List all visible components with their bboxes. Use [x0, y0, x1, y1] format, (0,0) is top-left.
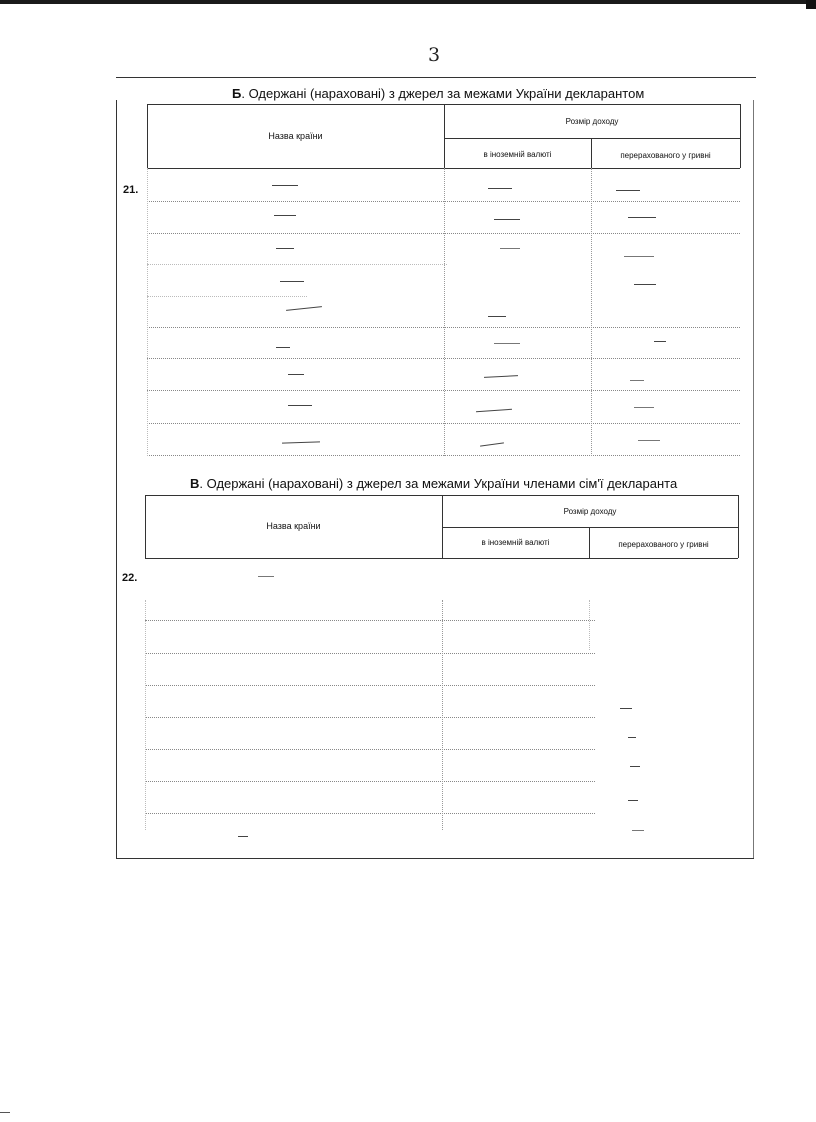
table-v-row-line — [145, 620, 595, 621]
table-b-header-foreign-currency: в іноземній валюті — [483, 150, 552, 159]
empty-dash — [238, 836, 248, 837]
empty-dash — [494, 219, 520, 220]
section-b-title — [232, 86, 644, 101]
table-b-right — [740, 104, 741, 168]
page-number: 3 — [428, 44, 441, 66]
table-v-row-line — [145, 653, 595, 654]
empty-dash — [630, 380, 644, 381]
empty-dash — [628, 737, 636, 738]
empty-dash — [480, 442, 504, 446]
table-v-row-line — [145, 717, 595, 718]
empty-dash — [500, 248, 520, 249]
section-b-letter: Б — [232, 86, 242, 101]
table-v-row-line — [145, 749, 595, 750]
empty-dash — [288, 374, 304, 375]
table-v-row-line — [145, 813, 595, 814]
table-b-subheader-line — [444, 138, 740, 139]
table-b-col-line — [591, 168, 592, 456]
empty-dash — [638, 440, 660, 441]
empty-dash — [628, 800, 638, 801]
empty-dash — [282, 441, 320, 443]
table-v-row-line — [145, 781, 595, 782]
table-b-col-line — [444, 168, 445, 456]
row-number-21: 21. — [123, 184, 139, 196]
table-v-header-income: Розмір доходу — [563, 507, 617, 516]
empty-dash — [488, 188, 512, 189]
table-b-header-income: Розмір доходу — [565, 117, 619, 126]
empty-dash — [630, 766, 640, 767]
table-v-col-line — [442, 600, 443, 830]
bottom-edge-mark — [0, 1112, 10, 1113]
table-v-header-country: Назва країни — [266, 521, 321, 531]
empty-dash — [494, 343, 520, 344]
empty-dash — [628, 217, 656, 218]
table-b-row-line — [147, 296, 307, 297]
empty-dash — [286, 306, 322, 311]
empty-dash — [616, 190, 640, 191]
table-v-header-bottom — [145, 558, 738, 559]
empty-dash — [288, 405, 312, 406]
table-v-right — [738, 495, 739, 558]
empty-dash — [476, 409, 512, 413]
page-frame-top — [116, 77, 756, 78]
section-v-title — [190, 476, 677, 491]
empty-dash — [272, 185, 298, 186]
empty-dash — [274, 215, 296, 216]
page-frame-right — [753, 100, 754, 858]
empty-dash — [624, 256, 654, 257]
section-v-title-text: . Одержані (нараховані) з джерел за межами України членами сім'ї декларанта — [199, 476, 678, 491]
table-b-row-line — [147, 264, 447, 265]
table-v-col-line — [589, 600, 590, 650]
empty-dash — [276, 248, 294, 249]
table-b-header-uah: перерахованого у гривні — [620, 151, 711, 160]
table-v-col-line — [145, 600, 146, 830]
empty-dash — [488, 316, 506, 317]
empty-dash — [620, 708, 632, 709]
page-frame-bottom — [116, 858, 754, 859]
empty-dash — [484, 375, 518, 378]
table-v-subheader-line — [442, 527, 738, 528]
table-v-header-foreign-currency: в іноземній валюті — [481, 538, 550, 547]
table-b-header-country: Назва країни — [268, 131, 323, 141]
page-frame-left — [116, 100, 117, 858]
row-number-22: 22. — [122, 572, 138, 584]
empty-dash — [258, 576, 274, 577]
empty-dash — [280, 281, 304, 282]
empty-dash — [632, 830, 644, 831]
empty-dash — [654, 341, 666, 342]
table-v-row-line — [145, 685, 595, 686]
empty-dash — [276, 347, 290, 348]
empty-dash — [634, 284, 656, 285]
section-b-title-text: . Одержані (нараховані) з джерел за межами України декларантом — [241, 86, 645, 101]
section-v-letter: В — [190, 476, 200, 491]
empty-dash — [634, 407, 654, 408]
top-border — [0, 0, 816, 4]
table-v-header-uah: перерахованого у гривні — [618, 540, 709, 549]
top-border-corner — [806, 0, 816, 9]
table-b-col-line — [147, 168, 148, 456]
